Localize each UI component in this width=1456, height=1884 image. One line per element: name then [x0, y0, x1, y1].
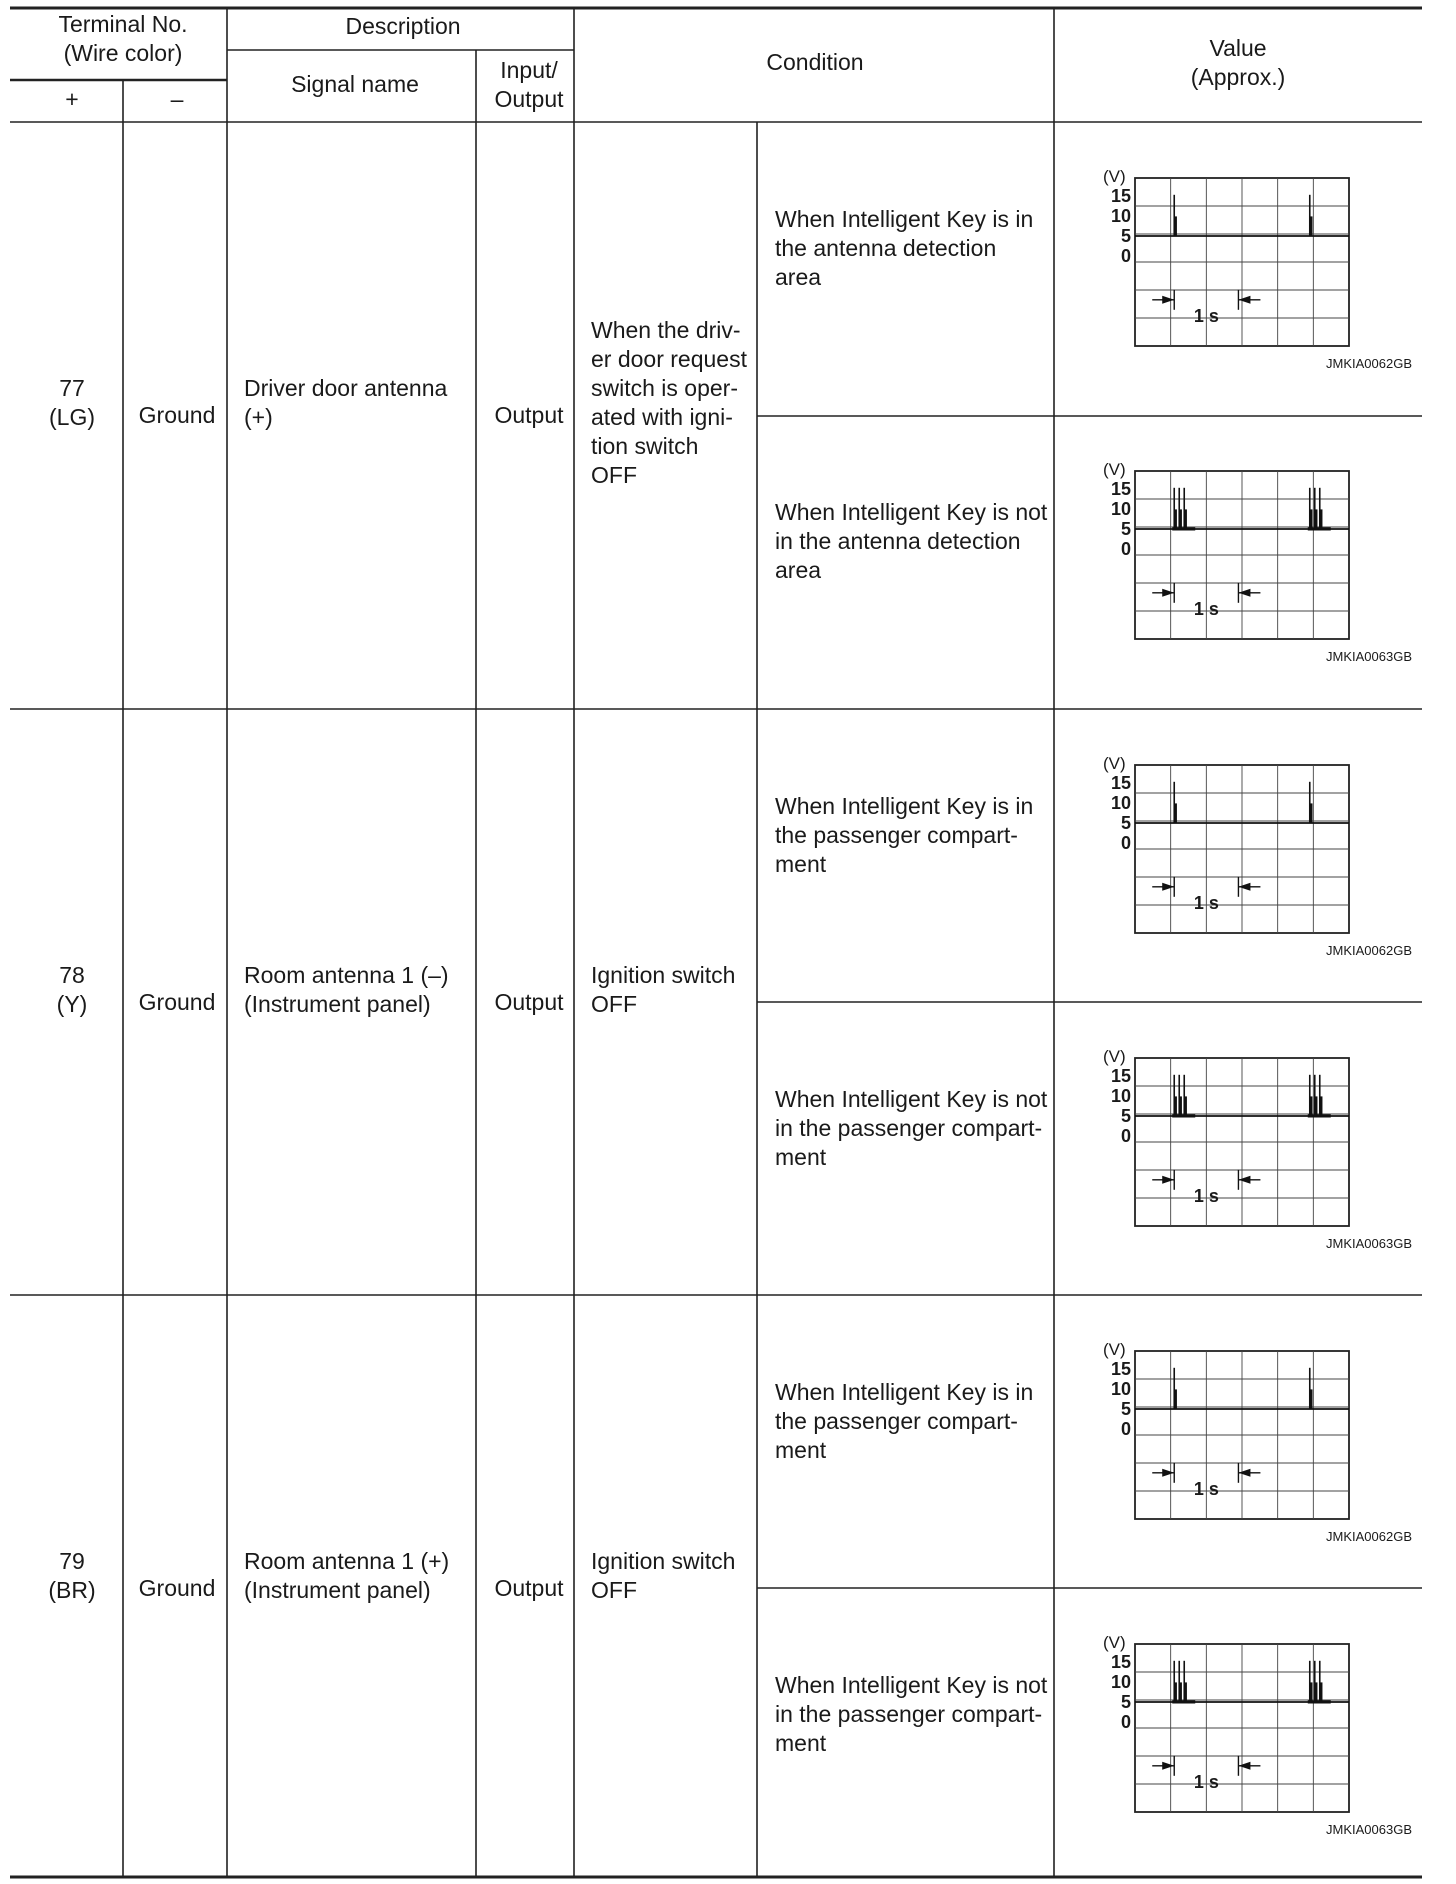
- tick-label: 5: [1120, 519, 1131, 539]
- terminal-cell: 79 (BR): [48, 1548, 96, 1603]
- terminal-header: Terminal No. (Wire color): [58, 11, 188, 66]
- tick-label: 15: [1110, 186, 1131, 206]
- axis-unit: (V): [1103, 167, 1126, 186]
- tick-label: 0: [1120, 246, 1131, 266]
- ground-cell: Ground: [138, 401, 216, 428]
- tick-label: 5: [1120, 226, 1131, 246]
- tick-label: 0: [1120, 539, 1131, 559]
- tick-label: 5: [1120, 813, 1131, 833]
- time-label: 1 s: [1193, 598, 1219, 619]
- sub-condition-cell: When Intelligent Key is not in the passenger compart- ment: [775, 1086, 1048, 1170]
- arrow-head-left: [1162, 296, 1174, 304]
- figure-id: JMKIA0063GB: [1326, 1236, 1412, 1251]
- waveform-burst-2-1: [1085, 1624, 1385, 1824]
- signal-name-cell: Room antenna 1 (–) (Instrument panel): [244, 962, 449, 1017]
- waveform-single-2-0: [1085, 1331, 1385, 1531]
- axis-unit: (V): [1103, 460, 1126, 479]
- tick-label: 10: [1110, 206, 1131, 226]
- tick-label: 5: [1120, 1692, 1131, 1712]
- waveform-single-0-0: [1085, 158, 1385, 358]
- tick-label: 0: [1120, 1126, 1131, 1146]
- tick-label: 15: [1110, 773, 1131, 793]
- plus-header: +: [65, 86, 79, 112]
- tick-label: 10: [1110, 1086, 1131, 1106]
- tick-label: 10: [1110, 1672, 1131, 1692]
- waveform-burst-1-1: [1085, 1038, 1385, 1238]
- arrow-head-left: [1162, 1469, 1174, 1477]
- arrow-head-right: [1238, 883, 1250, 891]
- tick-label: 15: [1110, 479, 1131, 499]
- ground-cell: Ground: [138, 988, 216, 1015]
- arrow-head-right: [1238, 589, 1250, 597]
- tick-label: 5: [1120, 1106, 1131, 1126]
- arrow-head-right: [1238, 296, 1250, 304]
- arrow-head-right: [1238, 1176, 1250, 1184]
- tick-label: 10: [1110, 793, 1131, 813]
- sub-condition-cell: When Intelligent Key is in the passenger compart- ment: [775, 793, 1034, 877]
- waveform-single-1-0: [1085, 745, 1385, 945]
- io-cell: Output: [494, 401, 564, 428]
- figure-id: JMKIA0063GB: [1326, 649, 1412, 664]
- arrow-head-left: [1162, 883, 1174, 891]
- tick-label: 10: [1110, 1379, 1131, 1399]
- axis-unit: (V): [1103, 1047, 1126, 1066]
- signal-name-cell: Driver door antenna (+): [244, 375, 448, 430]
- description-header: Description: [345, 13, 461, 39]
- terminal-cell: 78 (Y): [56, 962, 88, 1017]
- arrow-head-left: [1162, 1176, 1174, 1184]
- figure-id: JMKIA0062GB: [1326, 943, 1412, 958]
- condition-header: Condition: [766, 49, 864, 75]
- arrow-head-right: [1238, 1762, 1250, 1770]
- tick-label: 15: [1110, 1652, 1131, 1672]
- condition-cell: Ignition switch OFF: [591, 962, 736, 1017]
- figure-id: JMKIA0062GB: [1326, 1529, 1412, 1544]
- time-label: 1 s: [1193, 1185, 1219, 1206]
- ground-cell: Ground: [138, 1574, 216, 1601]
- sub-condition-cell: When Intelligent Key is in the passenger compart- ment: [775, 1379, 1034, 1463]
- time-label: 1 s: [1193, 1771, 1219, 1792]
- figure-id: JMKIA0063GB: [1326, 1822, 1412, 1837]
- axis-unit: (V): [1103, 754, 1126, 773]
- condition-cell: When the driv- er door request switch is oper- ated with igni- tion switch OFF: [591, 317, 747, 488]
- time-label: 1 s: [1193, 305, 1219, 326]
- io-cell: Output: [494, 1574, 564, 1601]
- signal-name-cell: Room antenna 1 (+) (Instrument panel): [244, 1548, 450, 1603]
- axis-unit: (V): [1103, 1340, 1126, 1359]
- arrow-head-right: [1238, 1469, 1250, 1477]
- sub-condition-cell: When Intelligent Key is in the antenna detection area: [775, 206, 1034, 290]
- time-label: 1 s: [1193, 1478, 1219, 1499]
- sub-condition-cell: When Intelligent Key is not in the passenger compart- ment: [775, 1672, 1048, 1756]
- time-label: 1 s: [1193, 892, 1219, 913]
- io-header: Input/ Output: [494, 57, 564, 112]
- tick-label: 0: [1120, 1419, 1131, 1439]
- waveform-burst-0-1: [1085, 451, 1385, 651]
- value-header: Value (Approx.): [1190, 35, 1286, 90]
- tick-label: 0: [1120, 1712, 1131, 1732]
- minus-header: –: [170, 86, 184, 112]
- arrow-head-left: [1162, 1762, 1174, 1770]
- signal-name-header: Signal name: [291, 71, 419, 97]
- condition-cell: Ignition switch OFF: [591, 1548, 736, 1603]
- tick-label: 5: [1120, 1399, 1131, 1419]
- tick-label: 10: [1110, 499, 1131, 519]
- tick-label: 0: [1120, 833, 1131, 853]
- arrow-head-left: [1162, 589, 1174, 597]
- sub-condition-cell: When Intelligent Key is not in the antenna detection area: [775, 499, 1048, 583]
- axis-unit: (V): [1103, 1633, 1126, 1652]
- tick-label: 15: [1110, 1066, 1131, 1086]
- tick-label: 15: [1110, 1359, 1131, 1379]
- figure-id: JMKIA0062GB: [1326, 356, 1412, 371]
- terminal-cell: 77 (LG): [49, 375, 95, 430]
- io-cell: Output: [494, 988, 564, 1015]
